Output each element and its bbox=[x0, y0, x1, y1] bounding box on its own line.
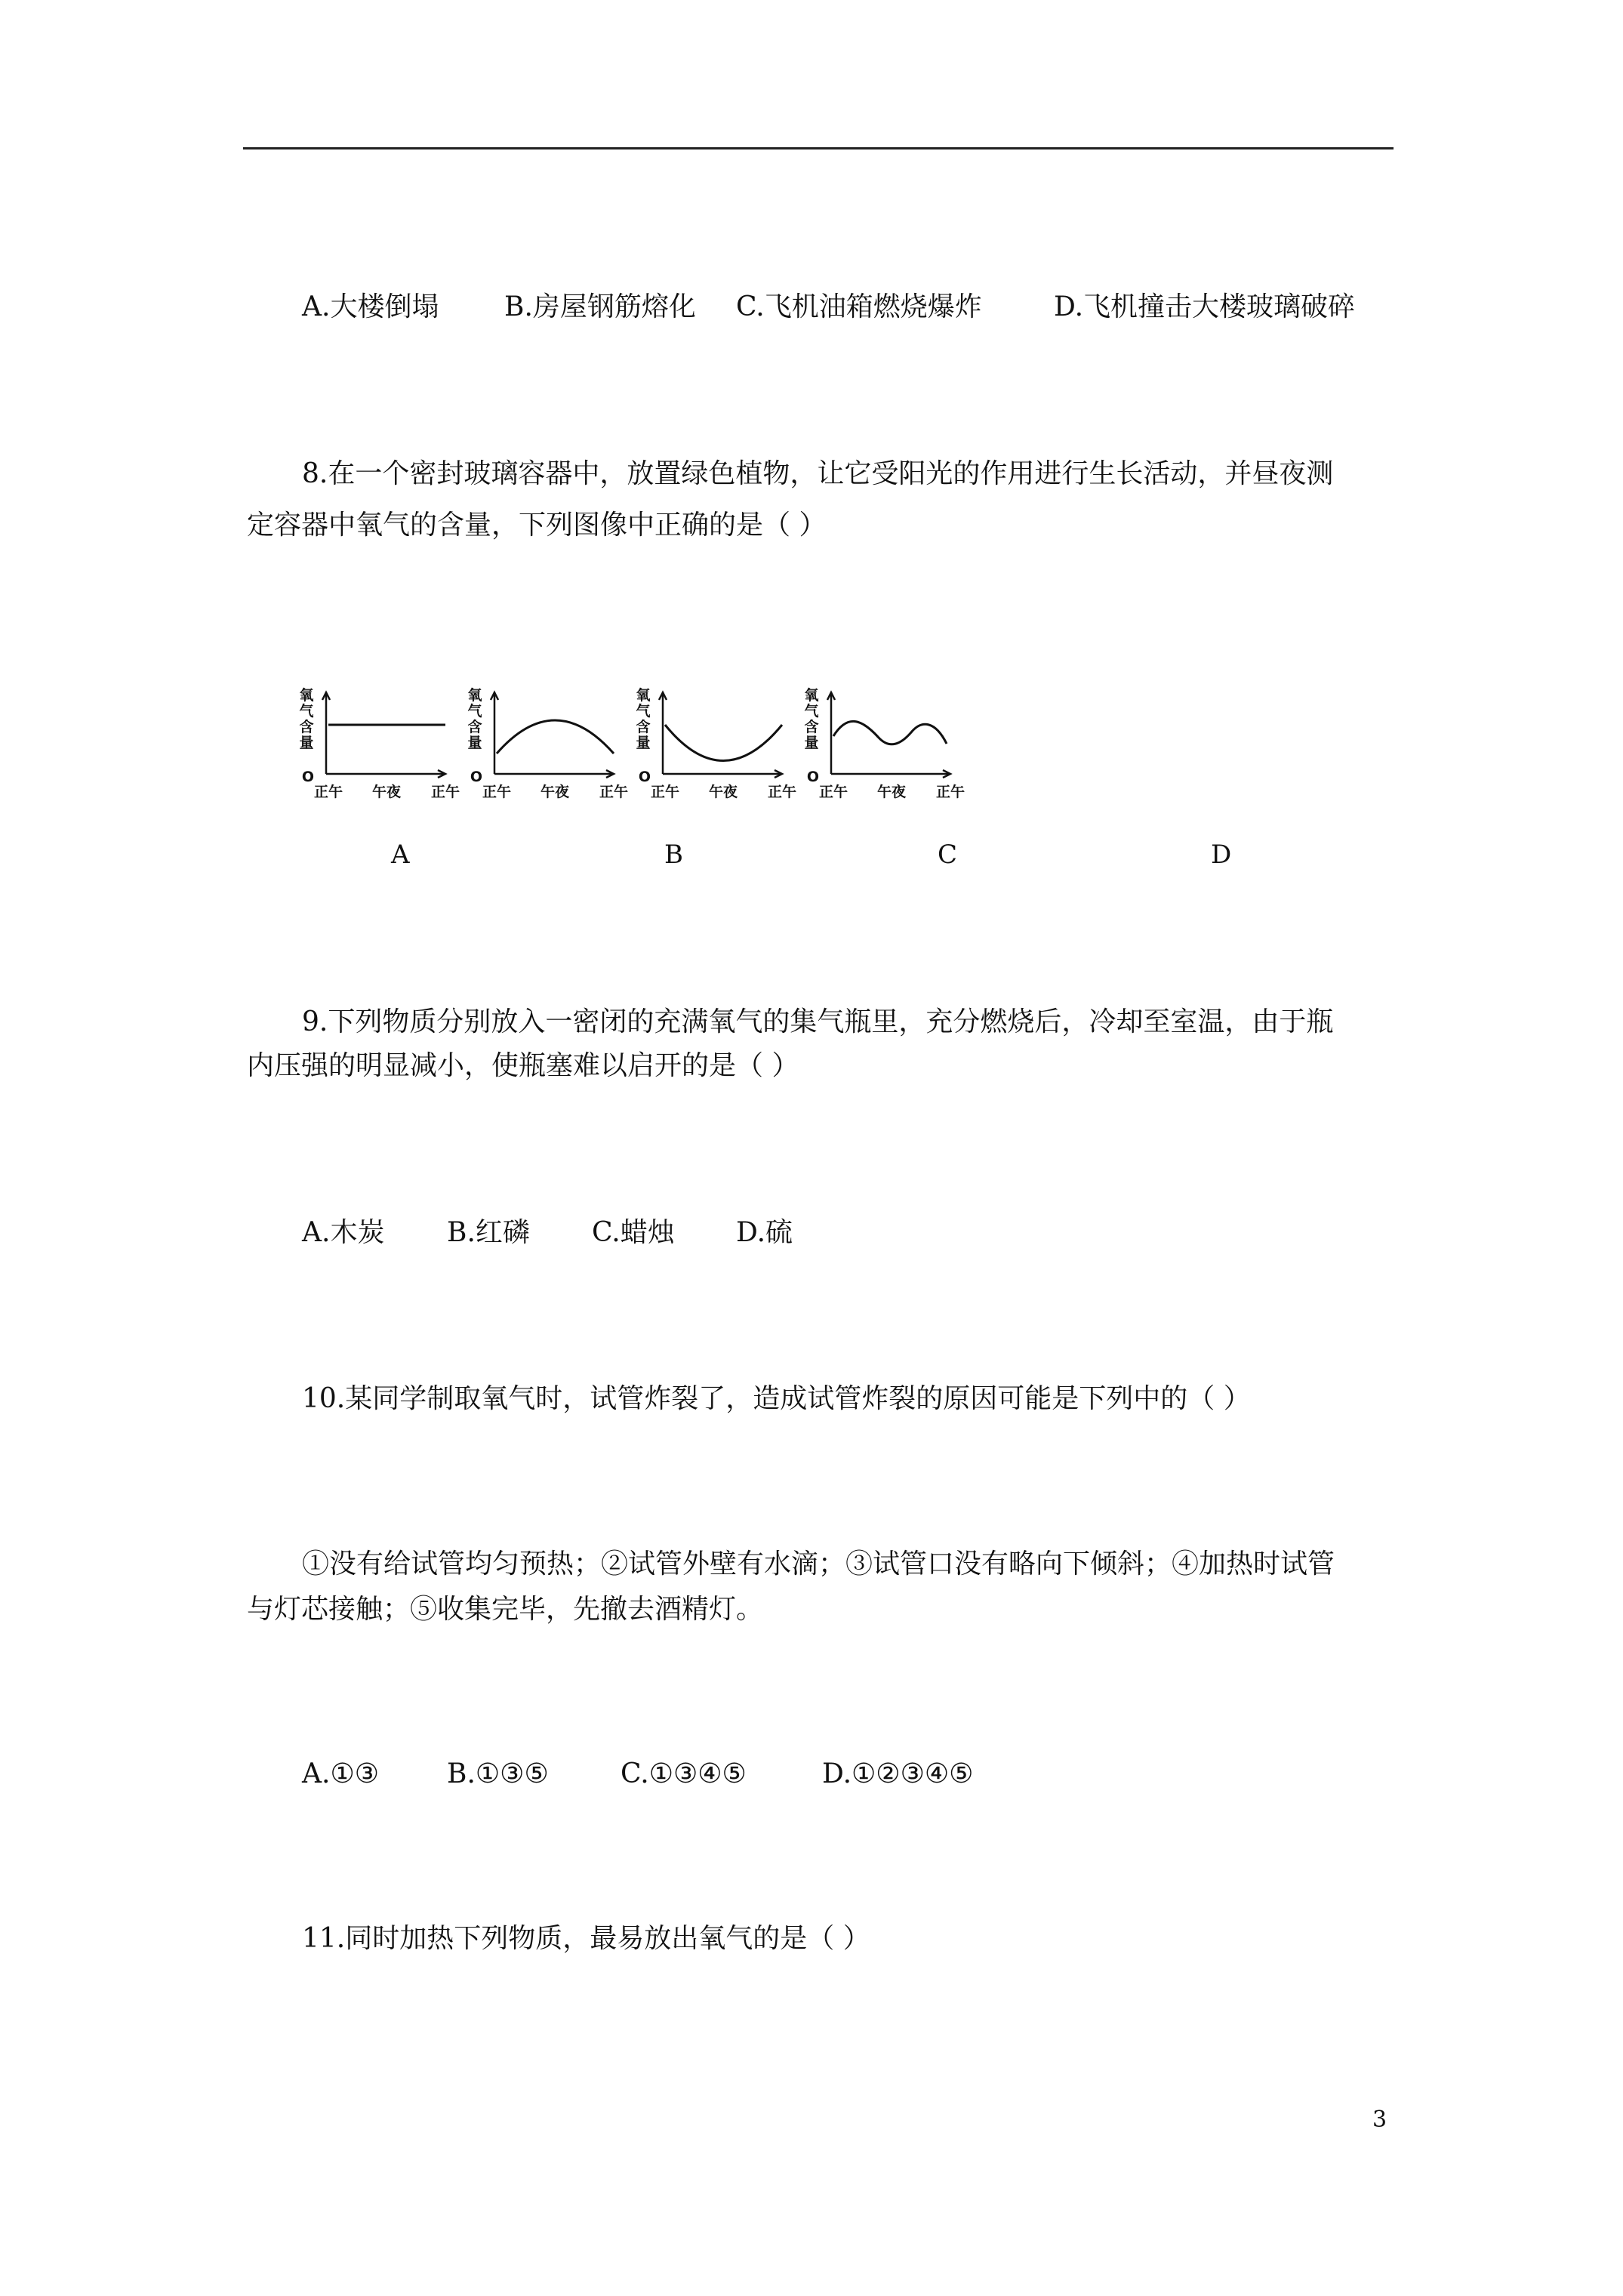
y-label-char: 气 bbox=[636, 703, 651, 720]
q9-option-a: A.木炭 bbox=[302, 1217, 385, 1248]
x-tick-label: 正午 bbox=[313, 784, 343, 800]
y-label-char: 氧 bbox=[804, 687, 819, 704]
x-tick-label: 午夜 bbox=[371, 784, 402, 800]
y-label-char: 气 bbox=[299, 703, 314, 720]
x-tick-label: 午夜 bbox=[540, 784, 570, 800]
oxygen-graph-d bbox=[799, 683, 969, 804]
q10-option-b: B.①③⑤ bbox=[447, 1758, 549, 1789]
y-label-char: 量 bbox=[299, 735, 314, 751]
q11-stem: 11.同时加热下列物质，最易放出氧气的是（ ） bbox=[302, 1923, 870, 1954]
q8-graph-label-d: D bbox=[1211, 840, 1232, 870]
oxygen-curve bbox=[497, 720, 614, 754]
y-label-char: 量 bbox=[467, 735, 482, 751]
y-label-char: 氧 bbox=[636, 687, 651, 704]
oxygen-curve bbox=[665, 725, 782, 761]
oxygen-graph-b bbox=[463, 683, 633, 804]
y-label-char: 含 bbox=[467, 719, 482, 735]
origin-label: O bbox=[806, 769, 820, 785]
y-label-char: 含 bbox=[636, 719, 651, 735]
q9-stem-line2: 内压强的明显减小，使瓶塞难以启开的是（ ） bbox=[247, 1050, 799, 1081]
q8-graph-label-c: C bbox=[938, 840, 958, 870]
q8-stem-line2: 定容器中氧气的含量，下列图像中正确的是（ ） bbox=[247, 510, 827, 541]
q7-option-d: D.飞机撞击大楼玻璃破碎 bbox=[1054, 291, 1356, 322]
oxygen-graph-c bbox=[631, 683, 801, 804]
x-tick-label: 正午 bbox=[430, 784, 460, 800]
q7-option-a: A.大楼倒塌 bbox=[302, 291, 439, 322]
page-number: 3 bbox=[1372, 2106, 1387, 2133]
y-label-char: 氧 bbox=[299, 687, 314, 704]
origin-label: O bbox=[638, 769, 651, 785]
q9-option-c: C.蜡烛 bbox=[592, 1217, 675, 1248]
y-label-char: 含 bbox=[299, 719, 314, 735]
y-label-char: 气 bbox=[804, 703, 819, 720]
oxygen-curve bbox=[833, 721, 947, 744]
x-tick-label: 正午 bbox=[767, 784, 797, 800]
y-label-char: 含 bbox=[804, 719, 819, 735]
y-label-char: 气 bbox=[467, 703, 482, 720]
x-tick-label: 正午 bbox=[599, 784, 629, 800]
q10-list-line2: 与灯芯接触；⑤收集完毕，先撤去酒精灯。 bbox=[247, 1594, 764, 1625]
q8-graph-label-b: B bbox=[664, 840, 683, 870]
q10-list-line1: ①没有给试管均匀预热；②试管外壁有水滴；③试管口没有略向下倾斜；④加热时试管 bbox=[302, 1549, 1335, 1579]
oxygen-graph-svg bbox=[294, 683, 464, 804]
q10-option-a: A.①③ bbox=[302, 1758, 379, 1789]
oxygen-graph-a bbox=[294, 683, 464, 804]
x-tick-label: 正午 bbox=[935, 784, 965, 800]
x-tick-label: 正午 bbox=[650, 784, 680, 800]
q9-stem-line1: 9.下列物质分别放入一密闭的充满氧气的集气瓶里，充分燃烧后，冷却至室温，由于瓶 bbox=[302, 1006, 1334, 1037]
q7-option-b: B.房屋钢筋熔化 bbox=[504, 291, 696, 322]
q10-option-c: C.①③④⑤ bbox=[621, 1758, 747, 1789]
y-label-char: 量 bbox=[804, 735, 819, 751]
oxygen-graph-svg bbox=[799, 683, 969, 804]
x-tick-label: 午夜 bbox=[876, 784, 907, 800]
header-rule bbox=[243, 147, 1394, 149]
y-label-char: 量 bbox=[636, 735, 651, 751]
q10-stem: 10.某同学制取氧气时，试管炸裂了，造成试管炸裂的原因可能是下列中的（ ） bbox=[302, 1383, 1251, 1414]
oxygen-graph-svg bbox=[631, 683, 801, 804]
origin-label: O bbox=[301, 769, 315, 785]
x-tick-label: 正午 bbox=[818, 784, 848, 800]
oxygen-graph-svg bbox=[463, 683, 633, 804]
x-tick-label: 午夜 bbox=[708, 784, 738, 800]
y-label-char: 氧 bbox=[467, 687, 482, 704]
x-tick-label: 正午 bbox=[482, 784, 512, 800]
q10-option-d: D.①②③④⑤ bbox=[822, 1758, 974, 1789]
q8-graph-label-a: A bbox=[391, 840, 410, 870]
q9-option-b: B.红磷 bbox=[447, 1217, 530, 1248]
origin-label: O bbox=[470, 769, 483, 785]
q7-option-c: C.飞机油箱燃烧爆炸 bbox=[736, 291, 982, 322]
q8-stem-line1: 8.在一个密封玻璃容器中，放置绿色植物，让它受阳光的作用进行生长活动，并昼夜测 bbox=[302, 458, 1334, 489]
q9-option-d: D.硫 bbox=[736, 1217, 793, 1248]
